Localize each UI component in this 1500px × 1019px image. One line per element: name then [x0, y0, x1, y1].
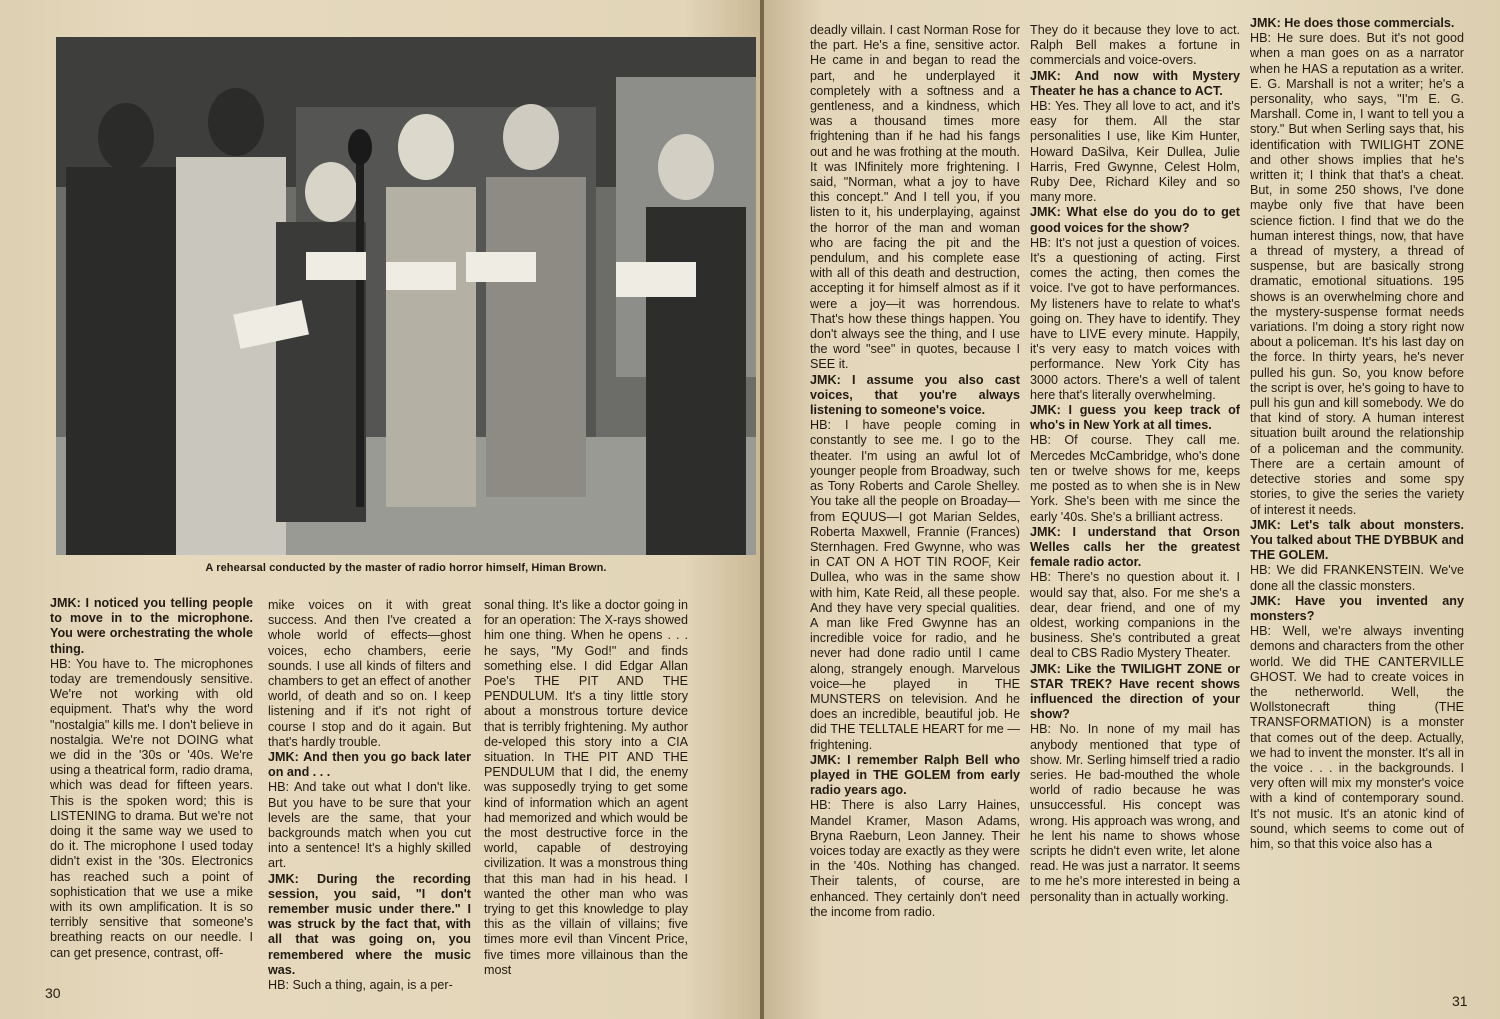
right-column-3 [1250, 16, 1464, 852]
photo-caption: A rehearsal conducted by the master of radio horror himself, Himan Brown. [205, 562, 607, 574]
interview-answer: sonal thing. It's like a doctor going in for an operation: The X-rays showed him one thing. When he opens . . . he says, "My God!" and finds something else. I did Edgar Allan Poe's THE PIT AND THE PENDULUM. It's a tiny little story about a monstrous torture device that is terribly frightening. My author de-veloped this story into a CIA situation. In THE PIT AND THE PENDULUM that I did, the enemy was supposedly trying to get some kind of information which an agent had memorized and which would be the most destructive force in the world, capable of destroying civilization. It was a monstrous thing that this man had in his head. I wanted the other man who was trying to get this knowledge to play this as the villain of villains; five times more evil than Vincent Price, five times more villainous than the most [484, 598, 688, 977]
interview-answer: They do it because they love to act. Ralph Bell makes a fortune in commercials and voice-overs. [1030, 23, 1240, 68]
interview-question: JMK: I understand that Orson Welles calls her the greatest female radio actor. [1030, 524, 1240, 570]
interview-answer: HB: And take out what I don't like. But you have to be sure that your levels are the same, that your backgrounds match when you cut into a sentence! It's a highly skilled art. [268, 780, 471, 871]
page-number-right: 31 [1452, 993, 1468, 1009]
interview-question: JMK: I remember Ralph Bell who played in THE GOLEM from early radio years ago. [810, 752, 1020, 798]
interview-answer: HB: He sure does. But it's not good when a man goes on as a narrator when he HAS a reputation as a writer. E. G. Marshall is not a writer; he's a personality, who says, "I'm E. G. Marshall. Come in, I want to tell you a story." But when Serling says that, his identification with TWILIGHT ZONE and other shows implies that he's written it; I think that that's a cheat. But, in some 250 shows, I've done maybe only five that have been science fiction. I find that we do the human interest things, now, that have a thread of mystery, a thread of suspense, but are basically strong dramatic, emotional situations. 195 shows is an overwhelming chore and the mystery-suspense format needs variations. I'm doing a story right now about a policeman. It's his last day on the force. In thirty years, he's never pulled his gun. So, you know before the script is over, he's going to have to pull his gun and kill somebody. We do that kind of story. A human interest situation built around the relationship of a policeman and the community. There are a certain amount of detective stories and some spy stories, to give the series the variety of interest it needs. [1250, 31, 1464, 517]
right-column-2 [1030, 23, 1240, 905]
interview-answer: mike voices on it with great success. And then I've created a whole world of effects—ghost voices, echo chambers, eerie sounds. I use all kinds of filters and chambers to get an effect of another world, of death and so on. I keep listening and if it's not right of course I stop and do it again. But that's hardly trouble. [268, 598, 471, 749]
interview-answer: HB: You have to. The microphones today are tremendously sensitive. We're not working with old equipment. That's why the word "nostalgia" kills me. I don't believe in nostalgia. We're not DOING what we did in the '30s or '40s. We're using a theatrical form, radio drama, which was dead for fifteen years. This is the spoken word; this is LISTENING to drama. But we're not doing it the same way we used to do it. The microphone I used today didn't exist in the '30s. Electronics has reached such a point of sophistication that we use a mike with its own amplification. It is so terribly sensitive that someone's breathing reacts on our needle. I can get presence, contrast, off- [50, 656, 253, 960]
interview-answer: HB: We did FRANKENSTEIN. We've done all the classic monsters. [1250, 563, 1464, 593]
interview-question: JMK: Have you invented any monsters? [1250, 593, 1464, 623]
interview-answer: HB: No. In none of my mail has anybody mentioned that type of show. Mr. Serling himself tried a radio series. He bad-mouthed the whole world of radio because he was unsuccessful. His concept was wrong. His approach was wrong, and he lent his name to shows whose scripts he didn't even write, let alone read. He was just a narrator. It seems to me he's more interested in being a personality than in actually working. [1030, 722, 1240, 904]
interview-answer: HB: It's not just a question of voices. It's a questioning of acting. First comes the acting, then comes the voice. I've got to have performances. My listeners have to relate to what's going on. They have to identify. They have to LIVE every minute. Happily, it's very easy to match voices with performance. New York City has 3000 actors. There's a well of talent here that's literally overwhelming. [1030, 235, 1240, 402]
interview-question: JMK: He does those commercials. [1250, 16, 1455, 30]
interview-question: JMK: I guess you keep track of who's in New York at all times. [1030, 403, 1240, 433]
interview-question: JMK: Let's talk about monsters. You talked about THE DYBBUK and THE GOLEM. [1250, 517, 1464, 563]
interview-answer: HB: I have people coming in constantly to see me. I go to the theater. I'm using an awful lot of younger people from Broadway, such as Tony Roberts and Carole Shelley. You take all the people on Broaday—from EQUUS—I got Marian Seldes, Roberta Maxwell, Frannie (Frances) Sternhagen. Fred Gwynne, who was in CAT ON A HOT TIN ROOF, Keir Dullea, who was in the same show with him, Kate Reid, all these people. And they have very special qualities. A man like Fred Gwynne has an incredible voice for radio, and he never had done radio until I came along, strangely enough. Marvelous voice—he played in THE MUNSTERS on television. And he does an incredible, beautiful job. He did THE TELLTALE HEART for me — frightening. [810, 418, 1020, 752]
interview-answer: HB: Such a thing, again, is a per- [268, 978, 453, 993]
left-column-1 [50, 596, 253, 961]
interview-question: JMK: During the recording session, you said, "I don't remember music under there." I was struck by the fact that, with all that was going on, you remembered where the music was. [268, 871, 471, 977]
interview-question: JMK: And now with Mystery Theater he has a chance to ACT. [1030, 68, 1240, 98]
interview-question: JMK: And then you go back later on and . . . [268, 750, 471, 780]
interview-question: JMK: What else do you do to get good voices for the show? [1030, 205, 1240, 235]
interview-answer: HB: Well, we're always inventing demons and characters from the other world. We did THE CANTERVILLE GHOST. We had to create voices in the netherworld. Well, the Wollstonecraft thing (THE TRANSFORMATION) is a monster that comes out of the deep. Actually, we had to invent the monster. It's all in the voice . . . in the backgrounds. I very often will mix my monster's voice with a kind of contemporary sound. It's not music. It's an atonic kind of sound, which seems to come out of him, so that this voice also has a [1250, 624, 1464, 851]
left-column-2 [268, 598, 471, 993]
interview-answer: HB: Yes. They all love to act, and it's easy for them. All the star personalities I use, like Kim Hunter, Howard DaSilva, Keir Dullea, Julie Harris, Fred Gwynne, Celest Holm, Ruby Dee, Richard Kiley and so many more. [1030, 99, 1240, 205]
right-page [764, 0, 1500, 1019]
right-column-1 [810, 23, 1020, 920]
rehearsal-photo-image [56, 37, 756, 555]
interview-question: JMK: I noticed you telling people to move in to the microphone. You were orchestrating the whole thing. [50, 596, 253, 656]
interview-question: JMK: Like the TWILIGHT ZONE or STAR TREK? Have recent shows influenced the direction of your show? [1030, 661, 1240, 722]
interview-question: JMK: I assume you also cast voices, that you're always listening to someone's voice. [810, 372, 1020, 418]
left-column-3 [484, 598, 688, 978]
page-number-left: 30 [45, 985, 61, 1001]
interview-answer: HB: There's no question about it. I would say that, also. For me she's a dear, dear friend, and one of my oldest, working companions in the business. She's contributed a great deal to CBS Radio Mystery Theater. [1030, 570, 1240, 661]
interview-answer: HB: There is also Larry Haines, Mandel Kramer, Mason Adams, Bryna Raeburn, Leon Janney. Their voices today are exactly as they were in the '40s. Nothing has changed. Their talents, of course, are enhanced. They certainly don't need the income from radio. [810, 798, 1020, 919]
interview-answer: deadly villain. I cast Norman Rose for the part. He's a fine, sensitive actor. He came in and began to read the part, and he underplayed it completely with a softness and a gentleness, and a kindness, which was a thousand times more frightening than if he had his fangs out and he was frothing at the mouth. It was INfinitely more frightening. I said, "Norman, what a joy to have this concept." And I tell you, if you listen to it, his underplaying, against the horror of the man and woman who are facing the pit and the pendulum, and his complete ease with all of this death and destruction, accepting it for himself almost as if it were a joy—it was horrendous. That's how these things happen. You don't always see the thing, and I use the word "see" in quotes, because I SEE it. [810, 23, 1020, 372]
interview-answer: HB: Of course. They call me. Mercedes McCambridge, who's done ten or twelve shows for me, keeps me posted as to when she is in New York. She's been with me since the early '40s. She's a brilliant actress. [1030, 433, 1240, 524]
rehearsal-photo [56, 37, 756, 555]
